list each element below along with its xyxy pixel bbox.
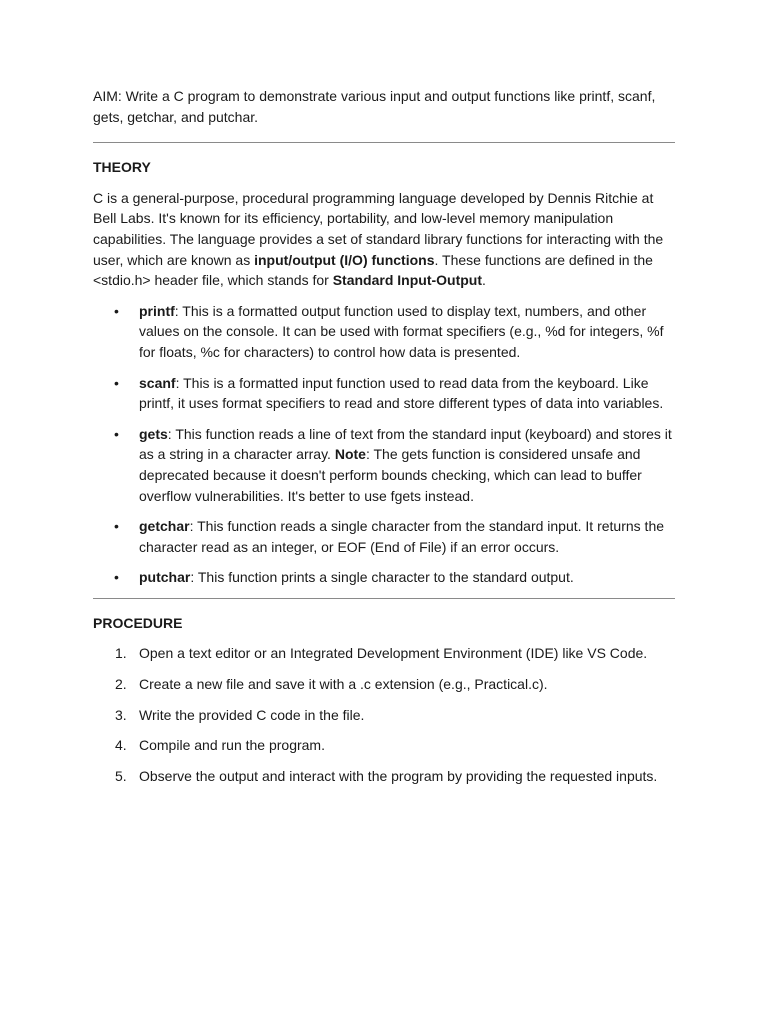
step-text: Compile and run the program. xyxy=(139,737,325,754)
step-text: Create a new file and save it with a .c extension (e.g., Practical.c). xyxy=(139,676,548,693)
theory-intro-bold: input/output (I/O) functions xyxy=(254,251,435,268)
step-number: 5. xyxy=(115,767,127,784)
bullet-icon: • xyxy=(114,518,119,535)
procedure-step xyxy=(93,766,675,787)
procedure-steps xyxy=(93,643,675,786)
bullet-icon: • xyxy=(114,374,119,391)
theory-heading: THEORY xyxy=(93,159,151,176)
function-item-putchar xyxy=(93,567,675,588)
step-number: 2. xyxy=(115,676,127,693)
procedure-step xyxy=(93,705,675,726)
procedure-step xyxy=(93,735,675,756)
step-number: 1. xyxy=(115,645,127,662)
function-item-getchar xyxy=(93,516,675,557)
function-description: : This is a formatted output function used to display text, numbers, and other values on the console. It can be used with format specifiers (e.g., %d for integers, %f for floats, %c for characters) to control how data is presented. xyxy=(139,302,664,360)
function-name: printf xyxy=(139,302,175,319)
function-name: getchar xyxy=(139,518,190,535)
function-item-gets xyxy=(93,424,675,506)
function-item-scanf xyxy=(93,373,675,414)
document-content xyxy=(93,86,675,796)
theory-intro xyxy=(93,188,675,291)
procedure-step xyxy=(93,643,675,664)
step-text: Open a text editor or an Integrated Development Environment (IDE) like VS Code. xyxy=(139,645,648,662)
note-text: : The gets function is considered unsafe and deprecated because it doesn't perform bounds checking, which can lead to buffer overflow vulnerabilities. It's better to use fgets instead. xyxy=(139,446,642,504)
function-description: : This is a formatted input function used to read data from the keyboard. Like printf, it uses format specifiers to read and store different types of data into variables. xyxy=(139,374,664,412)
aim-statement: AIM: Write a C program to demonstrate various input and output functions like printf, scanf, gets, getchar, and putchar. xyxy=(93,88,656,125)
bullet-icon: • xyxy=(114,569,119,586)
step-text: Observe the output and interact with the program by providing the requested inputs. xyxy=(139,767,658,784)
function-description: : This function prints a single character to the standard output. xyxy=(190,569,574,586)
section-divider xyxy=(93,598,675,599)
step-number: 3. xyxy=(115,706,127,723)
function-description: : This function reads a line of text from the standard input (keyboard) and stores it as a string in a character array. xyxy=(139,425,672,463)
procedure-step xyxy=(93,674,675,695)
function-name: gets xyxy=(139,425,168,442)
bullet-icon: • xyxy=(114,302,119,319)
section-divider xyxy=(93,142,675,143)
io-function-list xyxy=(93,301,675,588)
function-name: putchar xyxy=(139,569,191,586)
step-number: 4. xyxy=(115,737,127,754)
theory-intro-text: C is a general-purpose, procedural programming language developed by Dennis Ritchie at Bell Labs. It's known for its efficiency, portability, and low-level memory manipulation capabilities. The language provides a set of standard library functions for interacting with the user, which are known as xyxy=(93,189,664,268)
theory-intro-bold: Standard Input-Output xyxy=(332,272,483,289)
bullet-icon: • xyxy=(114,425,119,442)
step-text: Write the provided C code in the file. xyxy=(139,706,365,723)
function-description: : This function reads a single character from the standard input. It returns the character read as an integer, or EOF (End of File) if an error occurs. xyxy=(139,518,665,555)
function-item-printf xyxy=(93,301,675,363)
function-name: scanf xyxy=(139,374,176,391)
procedure-heading: PROCEDURE xyxy=(93,614,183,631)
theory-intro-text: . xyxy=(482,272,486,289)
theory-intro-text: . These functions are defined in the <stdio.h> header file, which stands for xyxy=(93,251,653,289)
note-label: Note xyxy=(334,446,366,463)
